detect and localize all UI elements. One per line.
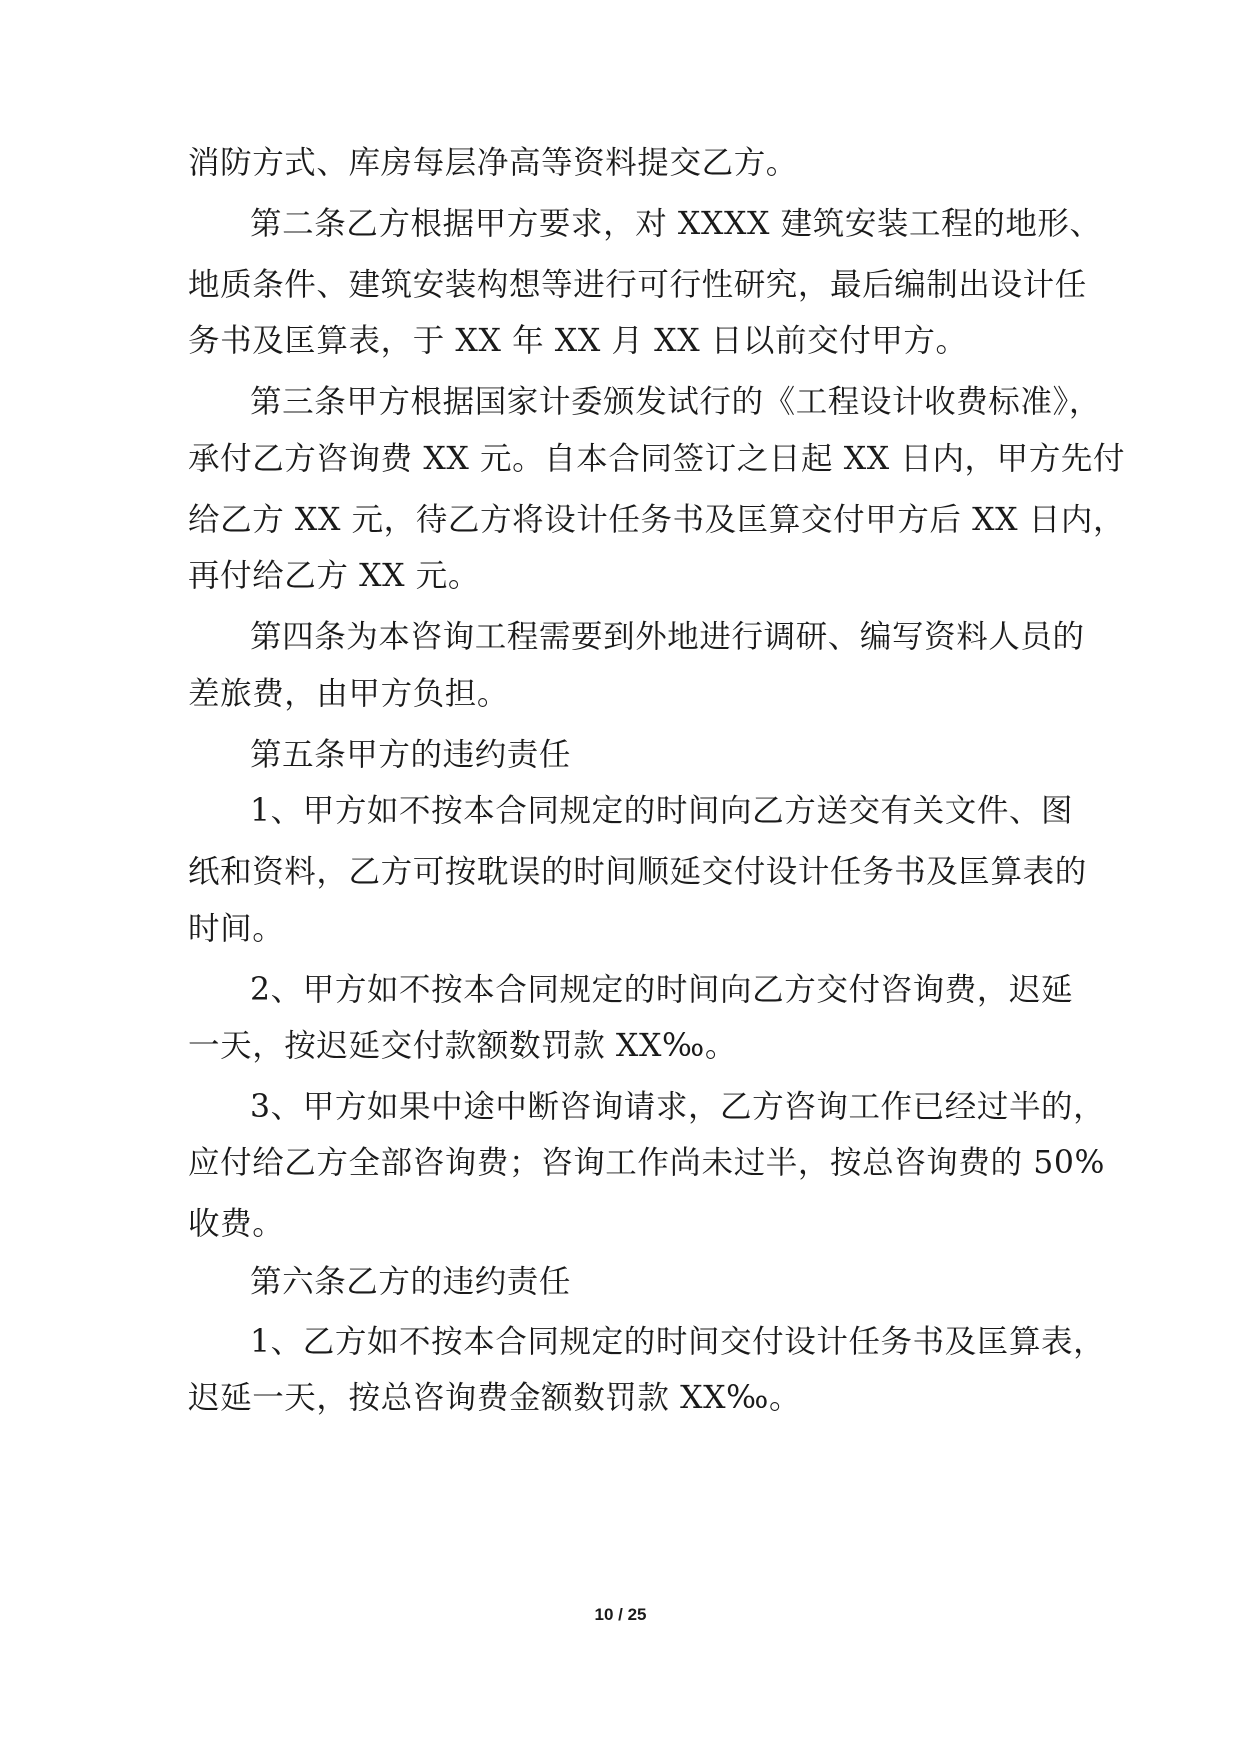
text-line: 再付给乙方 XX 元。 bbox=[188, 558, 480, 594]
text-line: 第二条乙方根据甲方要求，对 XXXX 建筑安装工程的地形、 bbox=[250, 206, 1102, 242]
text-line: 3、甲方如果中途中断咨询请求，乙方咨询工作已经过半的， bbox=[250, 1089, 1106, 1125]
page-number: 10 / 25 bbox=[594, 1605, 647, 1624]
text-line: 2、甲方如不按本合同规定的时间向乙方交付咨询费，迟延 bbox=[250, 972, 1074, 1008]
text-line: 迟延一天，按总咨询费金额数罚款 XX‰。 bbox=[188, 1380, 802, 1416]
text-line: 第四条为本咨询工程需要到外地进行调研、编写资料人员的 bbox=[250, 619, 1085, 655]
text-line: 地质条件、建筑安装构想等进行可行性研究，最后编制出设计任 bbox=[188, 267, 1087, 303]
section-heading: 第五条甲方的违约责任 bbox=[250, 737, 572, 773]
text-line: 务书及匡算表，于 XX 年 XX 月 XX 日以前交付甲方。 bbox=[188, 323, 968, 359]
text-line: 1、乙方如不按本合同规定的时间交付设计任务书及匡算表， bbox=[250, 1324, 1106, 1360]
text-line: 时间。 bbox=[188, 911, 285, 947]
text-line: 收费。 bbox=[188, 1206, 285, 1242]
text-line: 应付给乙方全部咨询费；咨询工作尚未过半，按总咨询费的 50% bbox=[188, 1145, 1106, 1181]
text-line: 消防方式、库房每层净高等资料提交乙方。 bbox=[188, 145, 798, 181]
text-line: 一天，按迟延交付款额数罚款 XX‰。 bbox=[188, 1028, 737, 1064]
text-line: 承付乙方咨询费 XX 元。自本合同签订之日起 XX 日内，甲方先付 bbox=[188, 441, 1126, 477]
text-line: 第三条甲方根据国家计委颁发试行的《工程设计收费标准》， bbox=[250, 384, 1101, 420]
text-line: 差旅费，由甲方负担。 bbox=[188, 676, 510, 712]
text-line: 给乙方 XX 元，待乙方将设计任务书及匡算交付甲方后 XX 日内， bbox=[188, 502, 1126, 538]
text-line: 1、甲方如不按本合同规定的时间向乙方送交有关文件、图 bbox=[250, 793, 1074, 829]
text-line: 纸和资料，乙方可按耽误的时间顺延交付设计任务书及匡算表的 bbox=[188, 854, 1087, 890]
section-heading: 第六条乙方的违约责任 bbox=[250, 1264, 572, 1300]
